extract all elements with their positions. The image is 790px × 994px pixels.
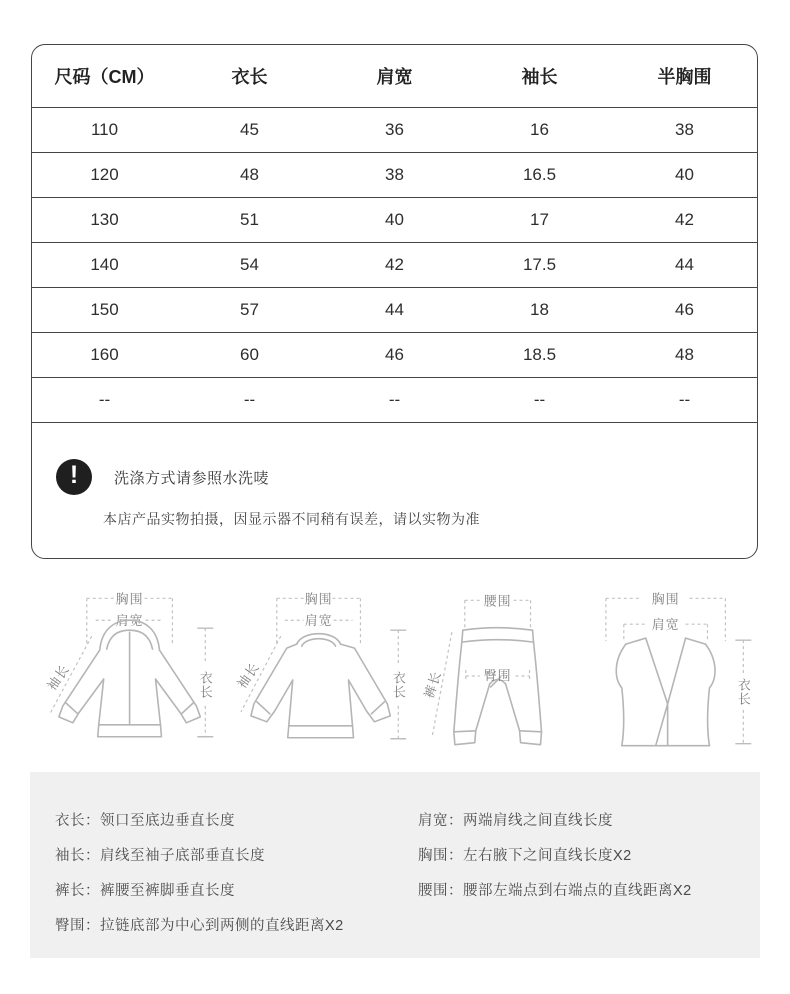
table-cell: 46 <box>322 332 467 377</box>
table-cell: -- <box>177 377 322 422</box>
definition-garment-length: 衣长：领口至底边垂直长度 <box>55 813 235 829</box>
chest-label: 胸围 <box>651 591 680 607</box>
table-cell: 16 <box>467 107 612 152</box>
table-cell: 160 <box>32 332 177 377</box>
pants-hip-measure <box>466 668 530 683</box>
pants-waist-measure <box>465 593 531 628</box>
jacket-outline <box>59 620 200 737</box>
table-cell: 38 <box>322 152 467 197</box>
table-row <box>32 107 757 152</box>
table-cell: 42 <box>322 242 467 287</box>
table-cell: -- <box>612 377 757 422</box>
definition-waist: 腰围：腰部左端点到右端点的直线距离X2 <box>418 883 692 899</box>
pants-length-measure <box>422 632 453 738</box>
table-row <box>32 242 757 287</box>
jacket-length-measure <box>197 628 213 737</box>
length-label: 衣长 <box>390 671 406 699</box>
table-cell: 18 <box>467 287 612 332</box>
size-table-header-row <box>32 45 757 107</box>
table-cell: 130 <box>32 197 177 242</box>
exclamation-icon: ! <box>56 459 92 495</box>
table-cell: 17 <box>467 197 612 242</box>
table-cell: 44 <box>322 287 467 332</box>
jacket-sleeve-measure <box>44 636 92 714</box>
measurement-diagrams <box>30 586 762 768</box>
shoulder-label: 肩宽 <box>115 613 144 629</box>
waist-label: 腰围 <box>484 593 513 609</box>
chest-label: 胸围 <box>115 591 144 607</box>
table-cell: 120 <box>32 152 177 197</box>
header-garment-length: 衣长 <box>177 45 322 107</box>
table-cell: 48 <box>177 152 322 197</box>
notice-title: 洗涤方式请参照水洗唛 <box>114 469 270 487</box>
table-cell: 38 <box>612 107 757 152</box>
notice-subtitle: 本店产品实物拍摄，因显示器不同稍有误差，请以实物为准 <box>103 510 480 527</box>
table-cell: 60 <box>177 332 322 377</box>
definition-pant-length: 裤长：裤腰至裤脚垂直长度 <box>55 883 235 899</box>
measure-definitions-panel <box>30 772 760 958</box>
shoulder-label: 肩宽 <box>651 617 680 633</box>
length-label: 衣长 <box>197 671 213 699</box>
table-row <box>32 377 757 422</box>
pants-outline <box>454 628 542 745</box>
table-row <box>32 332 757 377</box>
header-shoulder-width: 肩宽 <box>322 45 467 107</box>
wash-notice <box>32 423 757 559</box>
sweatshirt-shoulder-measure <box>285 613 353 628</box>
pant-length-label: 裤长 <box>421 668 445 701</box>
table-cell: 40 <box>322 197 467 242</box>
sweatshirt-diagram <box>229 586 418 766</box>
table-cell: -- <box>467 377 612 422</box>
sleeve-label: 袖长 <box>234 659 263 692</box>
definition-shoulder-width: 肩宽：两端肩线之间直线长度 <box>418 813 613 829</box>
vest-shoulder-measure <box>624 617 708 641</box>
size-chart-box <box>31 44 758 559</box>
table-cell: 16.5 <box>467 152 612 197</box>
table-cell: 51 <box>177 197 322 242</box>
table-cell: 36 <box>322 107 467 152</box>
table-cell: 44 <box>612 242 757 287</box>
shoulder-label: 肩宽 <box>304 613 333 629</box>
vest-diagram <box>578 586 762 766</box>
hip-label: 臀围 <box>484 667 513 683</box>
table-cell: 150 <box>32 287 177 332</box>
table-cell: 42 <box>612 197 757 242</box>
header-sleeve-length: 袖长 <box>467 45 612 107</box>
table-cell: -- <box>32 377 177 422</box>
sweatshirt-length-measure <box>391 630 407 739</box>
table-cell: 48 <box>612 332 757 377</box>
vest-length-measure <box>735 640 751 744</box>
sweatshirt-sleeve-measure <box>234 636 281 712</box>
table-row <box>32 287 757 332</box>
table-cell: 40 <box>612 152 757 197</box>
table-row <box>32 152 757 197</box>
table-cell: 54 <box>177 242 322 287</box>
table-cell: 18.5 <box>467 332 612 377</box>
definition-sleeve-length: 袖长：肩线至袖子底部垂直长度 <box>55 848 265 864</box>
definition-hip: 臀围：拉链底部为中心到两侧的直线距离X2 <box>55 918 344 934</box>
definitions-left-column <box>55 802 344 942</box>
header-size-cm: 尺码（CM） <box>32 45 177 107</box>
sweatshirt-outline <box>251 634 390 738</box>
vest-outline <box>616 638 715 746</box>
table-cell: 46 <box>612 287 757 332</box>
table-cell: -- <box>322 377 467 422</box>
table-cell: 17.5 <box>467 242 612 287</box>
hooded-jacket-diagram <box>30 586 229 766</box>
table-cell: 140 <box>32 242 177 287</box>
definitions-right-column <box>418 802 692 907</box>
table-cell: 110 <box>32 107 177 152</box>
definition-chest: 胸围：左右腋下之间直线长度X2 <box>418 848 632 864</box>
length-label: 衣长 <box>735 677 751 706</box>
table-row <box>32 197 757 242</box>
header-half-chest: 半胸围 <box>612 45 757 107</box>
table-cell: 57 <box>177 287 322 332</box>
size-table <box>32 45 757 423</box>
sleeve-label: 袖长 <box>44 661 73 694</box>
chest-label: 胸围 <box>304 591 333 607</box>
table-cell: 45 <box>177 107 322 152</box>
pants-diagram <box>418 586 577 766</box>
